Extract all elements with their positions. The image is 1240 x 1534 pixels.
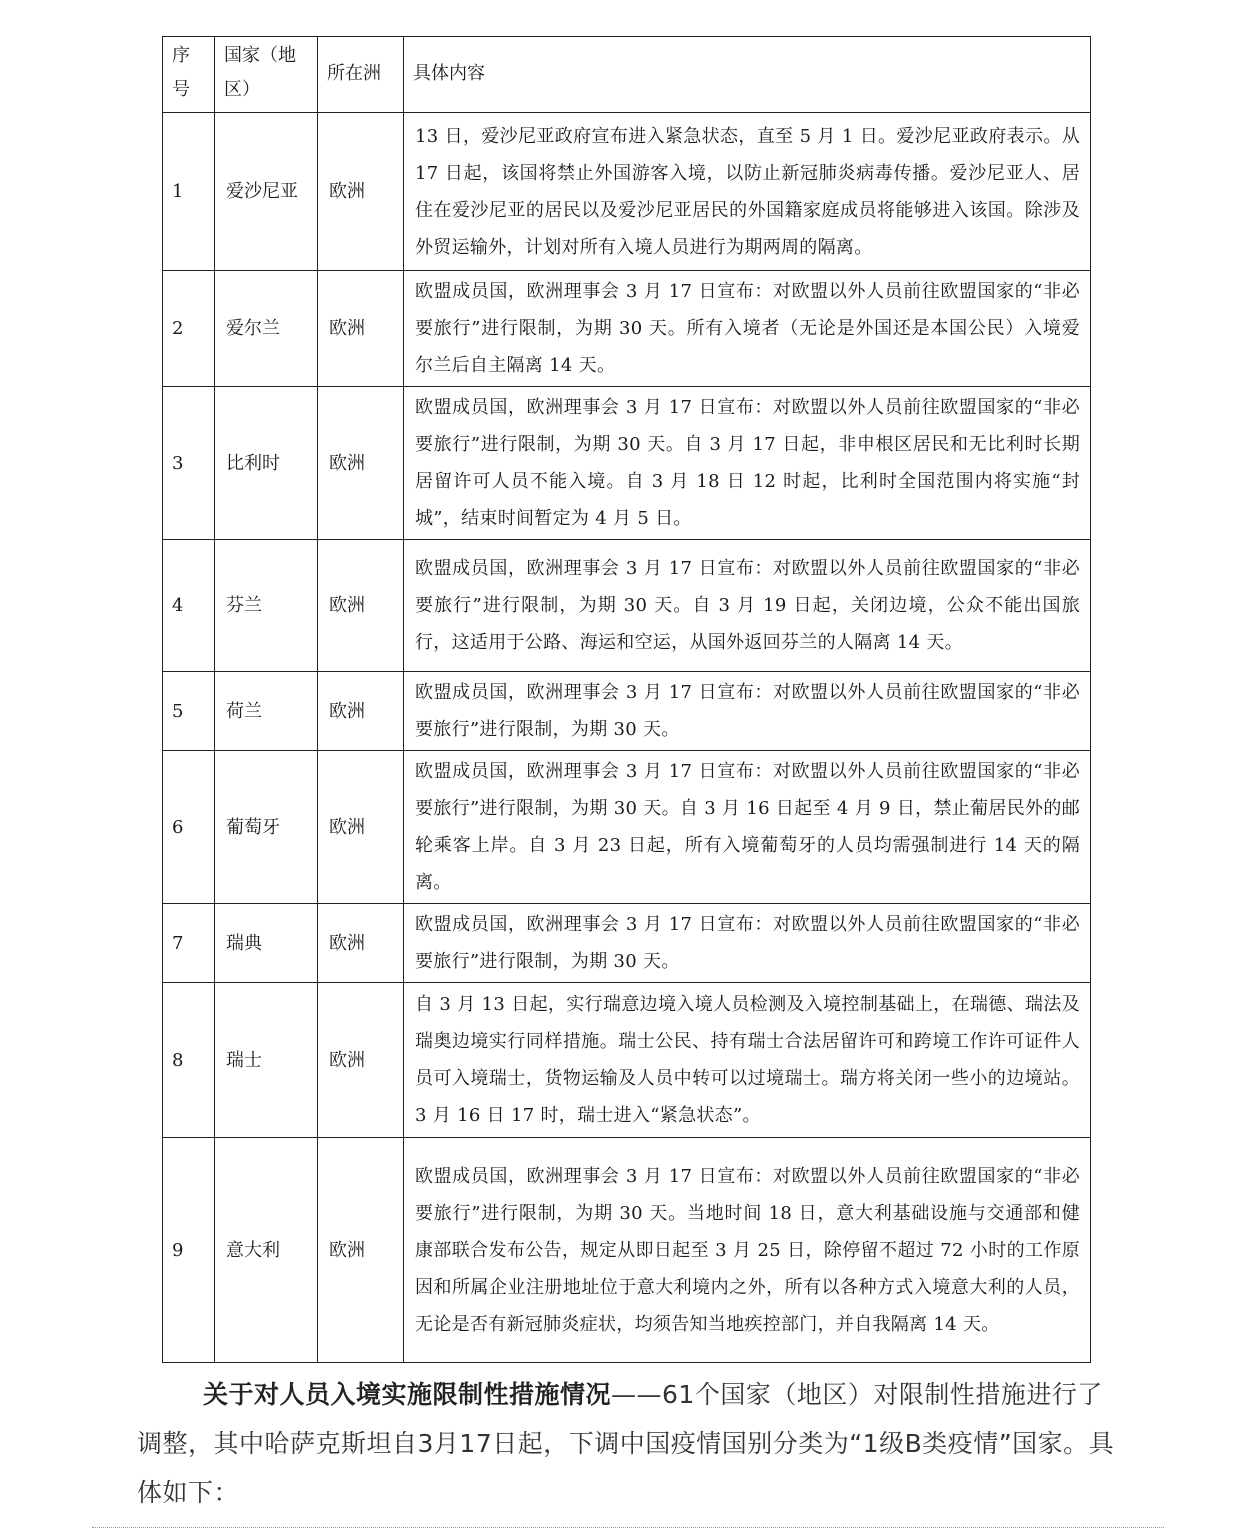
row-details: 欧盟成员国，欧洲理事会 3 月 17 日宣布：对欧盟以外人员前往欧盟国家的“非必要旅行”进行限制，为期 30 天。当地时间 18 日，意大利基础设施与交通部和健康部联合发布公告，规定从即日起至 3 月 25 日，除停留不超过 72 小时的工作原因和所属企业注册地址位于意大利境内之外，所有以各种方式入境意大利的人员，无论是否有新冠肺炎症状，均须告知当地疾控部门，并自我隔离 14 天。 — [404, 1138, 1091, 1363]
table-row — [163, 387, 1091, 540]
row-details: 欧盟成员国，欧洲理事会 3 月 17 日宣布：对欧盟以外人员前往欧盟国家的“非必要旅行”进行限制，为期 30 天。自 3 月 16 日起至 4 月 9 日，禁止葡居民外的邮轮乘客上岸。自 3 月 23 日起，所有入境葡萄牙的人员均需强制进行 14 天的隔离。 — [404, 751, 1091, 904]
table-row — [163, 751, 1091, 904]
table-row — [163, 904, 1091, 983]
dotted-divider — [92, 1527, 1164, 1528]
row-index: 1 — [163, 113, 215, 271]
caption-title: 关于对人员入境实施限制性措施情况 — [203, 1380, 612, 1409]
row-details: 自 3 月 13 日起，实行瑞意边境入境人员检测及入境控制基础上，在瑞德、瑞法及瑞奥边境实行同样措施。瑞士公民、持有瑞士合法居留许可和跨境工作许可证件人员可入境瑞士，货物运输及人员中转可以过境瑞士。瑞方将关闭一些小的边境站。3 月 16 日 17 时，瑞士进入“紧急状态”。 — [404, 983, 1091, 1138]
row-country: 比利时 — [215, 387, 318, 540]
table-row — [163, 672, 1091, 751]
row-country: 意大利 — [215, 1138, 318, 1363]
row-continent: 欧洲 — [318, 271, 404, 387]
row-continent: 欧洲 — [318, 672, 404, 751]
header-continent: 所在洲 — [318, 37, 404, 113]
row-country: 葡萄牙 — [215, 751, 318, 904]
caption-paragraph — [137, 1370, 1117, 1517]
row-continent: 欧洲 — [318, 113, 404, 271]
table-row — [163, 271, 1091, 387]
row-index: 6 — [163, 751, 215, 904]
row-country: 瑞士 — [215, 983, 318, 1138]
row-index: 3 — [163, 387, 215, 540]
row-details: 13 日，爱沙尼亚政府宣布进入紧急状态，直至 5 月 1 日。爱沙尼亚政府表示。从 17 日起，该国将禁止外国游客入境，以防止新冠肺炎病毒传播。爱沙尼亚人、居住在爱沙尼亚的居民以及爱沙尼亚居民的外国籍家庭成员将能够进入该国。除涉及外贸运输外，计划对所有入境人员进行为期两周的隔离。 — [404, 113, 1091, 271]
row-country: 芬兰 — [215, 540, 318, 672]
row-details: 欧盟成员国，欧洲理事会 3 月 17 日宣布：对欧盟以外人员前往欧盟国家的“非必要旅行”进行限制，为期 30 天。 — [404, 672, 1091, 751]
row-continent: 欧洲 — [318, 1138, 404, 1363]
row-continent: 欧洲 — [318, 904, 404, 983]
row-country: 荷兰 — [215, 672, 318, 751]
row-index: 5 — [163, 672, 215, 751]
row-continent: 欧洲 — [318, 540, 404, 672]
row-country: 瑞典 — [215, 904, 318, 983]
row-continent: 欧洲 — [318, 983, 404, 1138]
table-row — [163, 113, 1091, 271]
row-details: 欧盟成员国，欧洲理事会 3 月 17 日宣布：对欧盟以外人员前往欧盟国家的“非必要旅行”进行限制，为期 30 天。所有入境者（无论是外国还是本国公民）入境爱尔兰后自主隔离 14 天。 — [404, 271, 1091, 387]
row-continent: 欧洲 — [318, 387, 404, 540]
header-index: 序号 — [163, 37, 215, 113]
row-continent: 欧洲 — [318, 751, 404, 904]
table-row — [163, 540, 1091, 672]
caption-body: ——61个国家（地区）对限制性措施进行了调整，其中哈萨克斯坦自3月17日起，下调中国疫情国别分类为“1级B类疫情”国家。具体如下： — [137, 1380, 1115, 1507]
header-details: 具体内容 — [404, 37, 1091, 113]
row-index: 2 — [163, 271, 215, 387]
country-measures-table — [162, 36, 1090, 1349]
header-country: 国家（地区） — [215, 37, 318, 113]
row-index: 7 — [163, 904, 215, 983]
row-country: 爱尔兰 — [215, 271, 318, 387]
table-header-row — [163, 37, 1091, 113]
row-details: 欧盟成员国，欧洲理事会 3 月 17 日宣布：对欧盟以外人员前往欧盟国家的“非必要旅行”进行限制，为期 30 天。 — [404, 904, 1091, 983]
row-details: 欧盟成员国，欧洲理事会 3 月 17 日宣布：对欧盟以外人员前往欧盟国家的“非必要旅行”进行限制，为期 30 天。自 3 月 17 日起，非申根区居民和无比利时长期居留许可人员不能入境。自 3 月 18 日 12 时起，比利时全国范围内将实施“封城”，结束时间暂定为 4 月 5 日。 — [404, 387, 1091, 540]
table-row — [163, 1138, 1091, 1363]
row-index: 9 — [163, 1138, 215, 1363]
row-index: 8 — [163, 983, 215, 1138]
row-details: 欧盟成员国，欧洲理事会 3 月 17 日宣布：对欧盟以外人员前往欧盟国家的“非必要旅行”进行限制，为期 30 天。自 3 月 19 日起，关闭边境，公众不能出国旅行，这适用于公路、海运和空运，从国外返回芬兰的人隔离 14 天。 — [404, 540, 1091, 672]
row-index: 4 — [163, 540, 215, 672]
row-country: 爱沙尼亚 — [215, 113, 318, 271]
table-row — [163, 983, 1091, 1138]
